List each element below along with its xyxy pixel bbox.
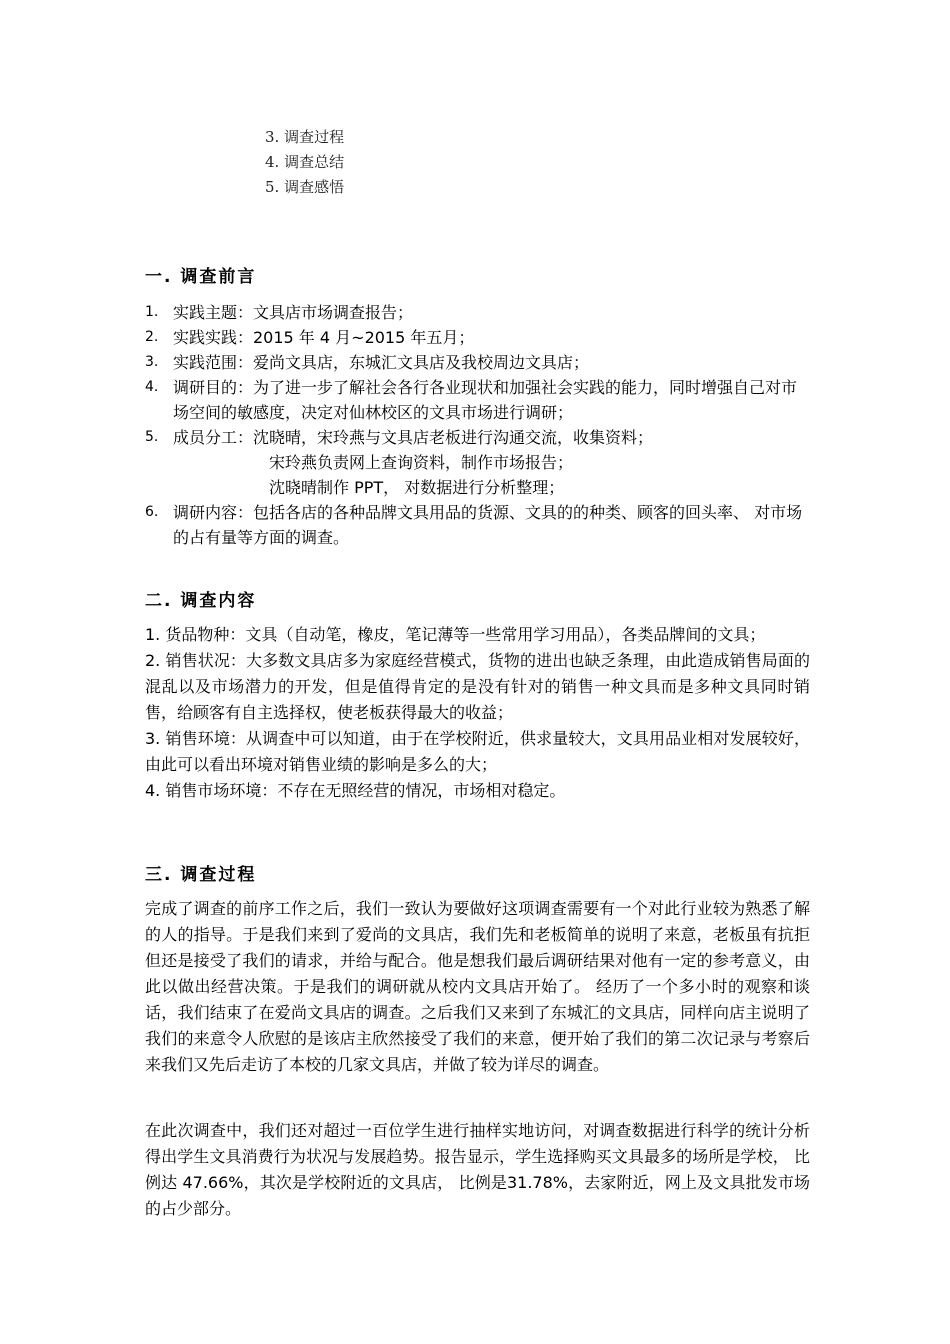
body-paragraph: 在此次调查中，我们还对超过一百位学生进行抽样实地访问，对调查数据进行科学的统计分析得出学生文具消费行为状况与发展趋势。报告显示，学生选择购买文具最多的场所是学校， 比例达 47.66%，其次是学校附近的文具店， 比例是31.78%，去家附近，网上及文具批发市场的占少部分。 [145, 1121, 810, 1218]
list-number: 6. [145, 504, 159, 520]
list-item [145, 325, 810, 350]
list-number: 5. [145, 429, 159, 445]
list-text: 实践实践：2015 年 4 月~2015 年五月； [173, 328, 475, 347]
list-continuation [145, 450, 810, 475]
process-paragraph [145, 896, 810, 1078]
list-item [145, 425, 810, 450]
content-line: 4. 销售市场环境：不存在无照经营的情况，市场相对稳定。 [145, 781, 566, 800]
content-line: 2. 销售状况：大多数文具店多为家庭经营模式，货物的进出也缺乏条理，由此造成销售局面的混乱以及市场潜力的开发，但是值得肯定的是没有针对的销售一种文具而是多种文具同时销售，给顾客有自主选择权，使老板获得最大的收益； [145, 651, 810, 722]
list-number: 4. [145, 379, 159, 395]
body-paragraph: 完成了调查的前序工作之后，我们一致认为要做好这项调查需要有一个对此行业较为熟悉了解的人的指导。于是我们来到了爱尚的文具店，我们先和老板简单的说明了来意，老板虽有抗拒但还是接受了我们的请求，并给与配合。他是想我们最后调研结果对他有一定的参考意义，由此以做出经营决策。于是我们的调研就从校内文具店开始了。 经历了一个多小时的观察和谈话，我们结束了在爱尚文具店的调查。之后我们又来到了东城汇的文具店，同样向店主说明了我们的来意令人欣慰的是该店主欣然接受了我们的来意，便开始了我们的第二次记录与考察后来我们又先后走访了本校的几家文具店，并做了较为详尽的调查。 [145, 899, 810, 1074]
toc-item[interactable]: 4. 调查总结 [265, 153, 345, 171]
list-text: 实践主题：文具店市场调查报告； [173, 303, 414, 322]
toc-item[interactable]: 5. 调查感悟 [265, 178, 345, 196]
table-of-contents [265, 125, 344, 200]
toc-item[interactable]: 3. 调查过程 [265, 128, 345, 146]
section-heading-preface: 一. 调查前言 [145, 267, 257, 287]
content-line: 3. 销售环境：从调查中可以知道，由于在学校附近，供求量较大，文具用品业相对发展较好，由此可以看出环境对销售业绩的影响是多么的大； [145, 729, 810, 774]
list-continuation [145, 475, 810, 500]
survey-paragraph [145, 1118, 810, 1222]
list-text: 沈晓晴制作 PPT， 对数据进行分析整理； [269, 478, 565, 497]
list-item [145, 375, 810, 425]
list-text: 调研内容：包括各店的各种品牌文具用品的货源、文具的的种类、顾客的回头率、 对市场的占有量等方面的调查。 [173, 503, 803, 547]
list-text: 实践范围：爱尚文具店，东城汇文具店及我校周边文具店； [173, 353, 590, 372]
content-paragraphs [145, 622, 810, 804]
content-line: 1. 货品物种：文具（自动笔，橡皮，笔记薄等一些常用学习用品），各类品牌间的文具； [145, 625, 766, 644]
list-item [145, 500, 810, 550]
list-text: 调研目的：为了进一步了解社会各行各业现状和加强社会实践的能力，同时增强自己对市场空间的敏感度，决定对仙林校区的文具市场进行调研； [173, 378, 798, 422]
list-number: 3. [145, 354, 159, 370]
section-heading-process: 三. 调查过程 [145, 865, 257, 885]
section-heading-content: 二. 调查内容 [145, 591, 257, 611]
list-number: 2. [145, 329, 159, 345]
list-item [145, 350, 810, 375]
list-text: 宋玲燕负责网上查询资料，制作市场报告； [269, 453, 574, 472]
list-item [145, 300, 810, 325]
preface-list [145, 300, 810, 550]
list-text: 成员分工：沈晓晴，宋玲燕与文具店老板进行沟通交流，收集资料； [173, 428, 654, 447]
list-number: 1. [145, 304, 159, 320]
